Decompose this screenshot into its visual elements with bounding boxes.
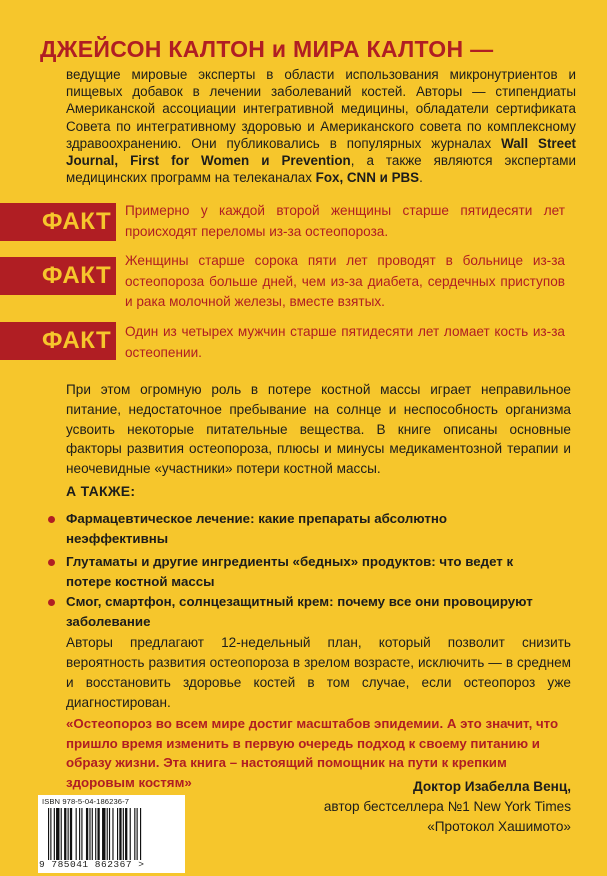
fact-block-2 (0, 255, 607, 317)
barcode-bar (68, 808, 69, 860)
barcode-box (38, 795, 185, 873)
fact-text: Женщины старше сорока пяти лет проводят в больнице из-за остеопороза больше дней, чем из-за диабета, сердечных приступов и рака молочной железы, вместе взятых. (125, 253, 565, 310)
barcode-bar (81, 808, 82, 860)
quote-text: «Остеопороз во всем мире достиг масштабов эпидемии. А это значит, что пришло время изменить в первую очередь подход к своему питанию и образу жизни. Эта книга – настоящий помощник на пути к крепким здоровым костям» (66, 716, 559, 790)
list-item (66, 509, 536, 549)
barcode-bar (64, 808, 66, 860)
fact-text: Один из четырех мужчин старше пятидесяти лет ломает кость из-за остеопении. (125, 324, 565, 360)
plan-paragraph: Авторы предлагают 12-недельный план, который позволит снизить вероятность развития остеопороза в зрелом возрасте, исключить — в среднем и восстановить здоровье костей в том случае, если остеопороз уже диагностирован. (66, 635, 571, 710)
barcode-bar (102, 808, 105, 860)
barcode-bar (56, 808, 59, 860)
barcode-bar (48, 808, 49, 860)
bio-journals: Wall Street Journal, First for Women и Prevention (66, 135, 576, 169)
barcode-icon (48, 808, 178, 860)
authors-title: ДЖЕЙСОН КАЛТОН и МИРА КАЛТОН — (40, 36, 494, 62)
bio-channels: Fox, CNN и PBS (315, 170, 420, 186)
fact-block-1 (0, 201, 607, 247)
barcode-bar (140, 808, 141, 860)
list-item-text: Фармацевтическое лечение: какие препараты абсолютно неэффективны (66, 511, 447, 547)
bio-text-2: , а также являются экспертами медицинских программ на телеканалах (66, 153, 576, 186)
barcode-bar (79, 808, 80, 860)
fact-text: Примерно у каждой второй женщины старше пятидесяти лет происходят переломы из-за остеопороза. (125, 203, 565, 239)
barcode-bar (97, 808, 99, 860)
barcode-bar (119, 808, 121, 860)
quote-author-name: Доктор Изабелла Венц, (412, 779, 571, 794)
barcode-bar (95, 808, 96, 860)
quote-attribution (324, 777, 571, 837)
barcode-bar (130, 808, 131, 860)
fact-badge: ФАКТ (0, 322, 116, 360)
quote-author-book: «Протокол Хашимото» (427, 819, 571, 834)
barcode-bar (109, 808, 110, 860)
barcode-bar (76, 808, 77, 860)
list-item-text: Смог, смартфон, солнцезащитный крем: почему все они провоцируют заболевание (66, 594, 533, 630)
list-item (66, 552, 536, 592)
barcode-bar (89, 808, 90, 860)
list-item-text: Глутаматы и другие ингредиенты «бедных» продуктов: что ведет к потере костной массы (66, 554, 514, 590)
barcode-bar (112, 808, 113, 860)
quote-author-credential: автор бестселлера №1 New York Times (323, 799, 571, 814)
barcode-bar (70, 808, 72, 860)
authors-bio (66, 66, 576, 186)
barcode-bar (54, 808, 55, 860)
fact-badge: ФАКТ (0, 203, 116, 241)
list-item (66, 592, 536, 632)
also-heading: А ТАКЖЕ: (66, 483, 136, 499)
barcode-bar (61, 808, 62, 860)
barcode-bar (50, 808, 51, 860)
intro-paragraph: При этом огромную роль в потере костной массы играет неправильное питание, недостаточное пребывание на солнце и неспособность организма усвоить некоторые питательные вещества. В книге описаны основные факторы развития остеопороза, плюсы и минусы медикаментозной терапии и неочевидные «участники» потери костной массы. (66, 382, 571, 477)
barcode-bar (137, 808, 138, 860)
barcode-bar (125, 808, 127, 860)
barcode-bar (134, 808, 135, 860)
barcode-digits: 9 785041 862367 > (39, 859, 145, 870)
bio-text-3: . (419, 170, 423, 186)
barcode-bar (92, 808, 93, 860)
barcode-bar (117, 808, 118, 860)
bio-text-1: ведущие мировые эксперты в области использования микронутриентов и пищевых добавок в лечении заболеваний костей. Авторы — стипендиаты Американской ассоциации интегративной медицины, обладатели сертификата Совета по интегративному здоровью и Американского совета по комплексному здравоохранению. Они публиковались в популярных журналах (66, 67, 576, 151)
fact-block-3 (0, 322, 607, 368)
bullet-icon (48, 516, 55, 523)
barcode-bar (107, 808, 108, 860)
bullet-icon (48, 559, 55, 566)
barcode-bar (86, 808, 88, 860)
isbn-label: ISBN 978-5-04-186236-7 (42, 797, 130, 806)
fact-badge: ФАКТ (0, 257, 116, 295)
barcode-bar (123, 808, 124, 860)
bullet-icon (48, 599, 55, 606)
